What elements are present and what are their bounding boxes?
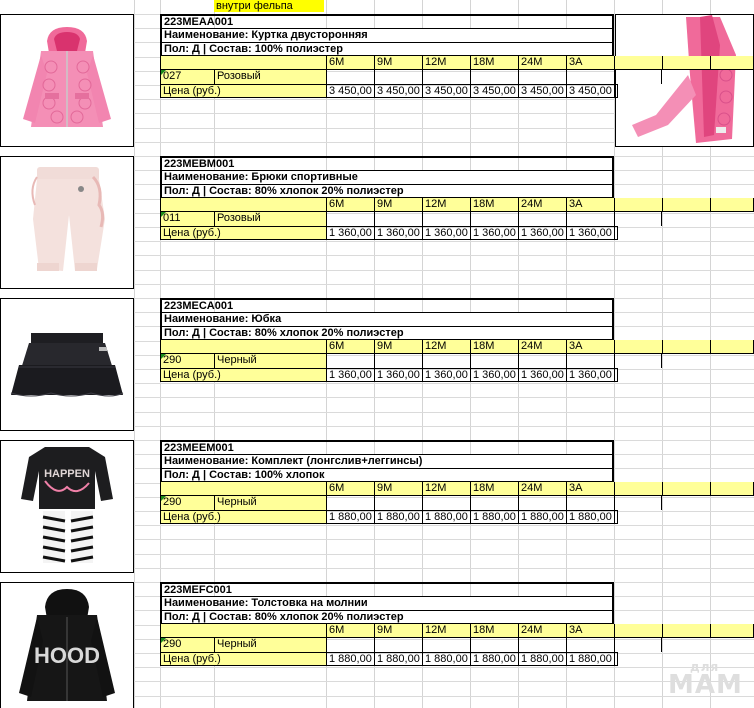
- quantity-cell[interactable]: [566, 354, 614, 368]
- size-header-empty[interactable]: [614, 482, 662, 496]
- size-header-cell[interactable]: 12M: [422, 624, 470, 638]
- quantity-cell[interactable]: [566, 70, 614, 84]
- size-header-row: [160, 56, 754, 70]
- color-row: [160, 496, 754, 510]
- size-header-spacer[interactable]: [160, 624, 326, 638]
- price-cell[interactable]: 1 360,00: [470, 226, 518, 240]
- price-label-cell[interactable]: Цена (руб.): [160, 226, 326, 240]
- size-header-cell[interactable]: 3A: [566, 56, 614, 70]
- quantity-cell[interactable]: [470, 354, 518, 368]
- comment-marker-icon: [161, 354, 166, 359]
- size-header-empty[interactable]: [662, 482, 710, 496]
- color-name-cell[interactable]: Розовый: [214, 70, 326, 84]
- price-cell[interactable]: 3 450,00: [566, 84, 614, 98]
- quantity-cell[interactable]: [614, 354, 662, 368]
- price-end: [614, 652, 618, 666]
- quantity-cell[interactable]: [470, 496, 518, 510]
- size-header-row: [160, 624, 754, 638]
- price-cell[interactable]: 3 450,00: [374, 84, 422, 98]
- product-name-cell[interactable]: Наименование: Толстовка на молнии: [160, 596, 614, 610]
- price-cell[interactable]: 3 450,00: [518, 84, 566, 98]
- size-header-cell[interactable]: 6M: [326, 624, 374, 638]
- size-header-row: [160, 198, 754, 212]
- size-header-empty[interactable]: [662, 624, 710, 638]
- size-header-cell[interactable]: 24M: [518, 198, 566, 212]
- quantity-cell[interactable]: [326, 638, 374, 652]
- color-code-cell[interactable]: 011: [160, 212, 214, 226]
- quantity-cell[interactable]: [470, 70, 518, 84]
- size-header-cell[interactable]: 12M: [422, 198, 470, 212]
- size-header-empty[interactable]: [614, 56, 662, 70]
- watermark-big: МАМ: [668, 670, 743, 700]
- size-header-cell[interactable]: 18M: [470, 340, 518, 354]
- watermark-small: для: [690, 660, 720, 674]
- product-code-cell[interactable]: 223MECA001: [160, 298, 614, 312]
- color-code-cell[interactable]: 290: [160, 638, 214, 652]
- quantity-cell[interactable]: [374, 354, 422, 368]
- size-header-spacer[interactable]: [160, 198, 326, 212]
- product-photo-jacket[interactable]: [0, 14, 134, 147]
- price-cell[interactable]: 1 360,00: [422, 226, 470, 240]
- size-header-cell[interactable]: 24M: [518, 482, 566, 496]
- quantity-cell[interactable]: [326, 212, 374, 226]
- color-code-cell[interactable]: 290: [160, 496, 214, 510]
- price-end: [614, 226, 618, 240]
- price-cell[interactable]: 3 450,00: [422, 84, 470, 98]
- comment-marker-icon: [161, 496, 166, 501]
- size-header-cell[interactable]: 18M: [470, 624, 518, 638]
- price-cell[interactable]: 1 880,00: [374, 652, 422, 666]
- comment-marker-icon: [161, 638, 166, 643]
- product-code-cell[interactable]: 223MEBM001: [160, 156, 614, 170]
- product-photo-pants[interactable]: [0, 156, 134, 289]
- size-header-cell[interactable]: 3A: [566, 482, 614, 496]
- size-header-cell[interactable]: 24M: [518, 56, 566, 70]
- product-name-cell[interactable]: Наименование: Брюки спортивные: [160, 170, 614, 184]
- product-block: [160, 582, 754, 665]
- price-end: [614, 84, 618, 98]
- price-cell[interactable]: 3 450,00: [326, 84, 374, 98]
- size-header-cell[interactable]: 12M: [422, 56, 470, 70]
- size-header-cell[interactable]: 9M: [374, 198, 422, 212]
- price-cell[interactable]: 1 360,00: [326, 368, 374, 382]
- color-row: [160, 212, 754, 226]
- size-header-cell[interactable]: 9M: [374, 56, 422, 70]
- size-header-empty[interactable]: [614, 198, 662, 212]
- product-composition-cell[interactable]: Пол: Д | Состав: 80% хлопок 20% полиэстер: [160, 184, 614, 198]
- price-cell[interactable]: 1 880,00: [518, 510, 566, 524]
- color-name-cell[interactable]: Черный: [214, 354, 326, 368]
- black-zip-hoodie-icon: [1, 583, 133, 708]
- price-cell[interactable]: 1 880,00: [566, 652, 614, 666]
- pink-hooded-jacket-icon: [1, 15, 133, 146]
- product-block: [160, 156, 754, 239]
- price-cell[interactable]: 1 360,00: [518, 368, 566, 382]
- price-cell[interactable]: 1 360,00: [566, 368, 614, 382]
- size-header-empty[interactable]: [662, 56, 710, 70]
- size-header-cell[interactable]: 6M: [326, 198, 374, 212]
- color-name-cell[interactable]: Черный: [214, 638, 326, 652]
- product-code-cell[interactable]: 223MEFC001: [160, 582, 614, 596]
- comment-marker-icon: [161, 212, 166, 217]
- quantity-cell[interactable]: [422, 70, 470, 84]
- quantity-cell[interactable]: [566, 212, 614, 226]
- color-name-cell[interactable]: Черный: [214, 496, 326, 510]
- size-header-spacer[interactable]: [160, 482, 326, 496]
- color-code-cell[interactable]: 290: [160, 354, 214, 368]
- quantity-cell[interactable]: [518, 638, 566, 652]
- quantity-cell[interactable]: [470, 212, 518, 226]
- price-label-cell[interactable]: Цена (руб.): [160, 510, 326, 524]
- size-header-cell[interactable]: 6M: [326, 340, 374, 354]
- product-photo-skirt[interactable]: [0, 298, 134, 431]
- product-composition-cell[interactable]: Пол: Д | Состав: 100% хлопок: [160, 468, 614, 482]
- color-row: [160, 70, 754, 84]
- price-row: [160, 510, 754, 524]
- quantity-cell[interactable]: [326, 354, 374, 368]
- size-header-empty[interactable]: [710, 56, 754, 70]
- product-photo-set[interactable]: [0, 440, 134, 573]
- color-row: [160, 638, 754, 652]
- price-row: [160, 226, 754, 240]
- quantity-cell[interactable]: [566, 638, 614, 652]
- price-cell[interactable]: 1 360,00: [470, 368, 518, 382]
- size-header-cell[interactable]: 3A: [566, 624, 614, 638]
- quantity-cell[interactable]: [566, 496, 614, 510]
- size-header-cell[interactable]: 9M: [374, 482, 422, 496]
- size-header-cell[interactable]: 3A: [566, 198, 614, 212]
- quantity-cell[interactable]: [518, 354, 566, 368]
- price-row: [160, 652, 754, 666]
- quantity-cell[interactable]: [422, 638, 470, 652]
- quantity-cell[interactable]: [518, 70, 566, 84]
- size-header-cell[interactable]: 6M: [326, 482, 374, 496]
- product-code-cell[interactable]: 223MEEM001: [160, 440, 614, 454]
- product-composition-cell[interactable]: Пол: Д | Состав: 80% хлопок 20% полиэстер: [160, 326, 614, 340]
- size-header-cell[interactable]: 18M: [470, 198, 518, 212]
- price-cell[interactable]: 1 880,00: [470, 510, 518, 524]
- size-header-cell[interactable]: 24M: [518, 340, 566, 354]
- quantity-cell[interactable]: [422, 212, 470, 226]
- quantity-cell[interactable]: [422, 354, 470, 368]
- color-name-cell[interactable]: Розовый: [214, 212, 326, 226]
- size-header-cell[interactable]: 12M: [422, 340, 470, 354]
- size-header-empty[interactable]: [710, 340, 754, 354]
- price-cell[interactable]: 1 360,00: [374, 368, 422, 382]
- price-cell[interactable]: 1 880,00: [374, 510, 422, 524]
- product-photo-hoodie[interactable]: [0, 582, 134, 708]
- happen-print: HAPPEN: [44, 468, 90, 480]
- size-header-cell[interactable]: 18M: [470, 56, 518, 70]
- size-header-empty[interactable]: [710, 482, 754, 496]
- price-end: [614, 368, 618, 382]
- quantity-cell[interactable]: [374, 496, 422, 510]
- price-end: [614, 510, 618, 524]
- price-cell[interactable]: 3 450,00: [470, 84, 518, 98]
- quantity-cell[interactable]: [518, 212, 566, 226]
- quantity-cell[interactable]: [374, 70, 422, 84]
- black-longsleeve-zebra-leggings-icon: [1, 441, 133, 572]
- product-name-cell[interactable]: Наименование: Куртка двусторонняя: [160, 28, 614, 42]
- product-block: [160, 440, 754, 523]
- product-block: [160, 14, 754, 97]
- price-cell[interactable]: 1 880,00: [326, 652, 374, 666]
- size-header-cell[interactable]: 12M: [422, 482, 470, 496]
- quantity-cell[interactable]: [326, 70, 374, 84]
- price-cell[interactable]: 1 360,00: [422, 368, 470, 382]
- price-row: [160, 84, 754, 98]
- black-tiered-skirt-icon: [1, 299, 133, 430]
- quantity-cell[interactable]: [326, 496, 374, 510]
- price-row: [160, 368, 754, 382]
- price-cell[interactable]: 1 880,00: [422, 510, 470, 524]
- hood-print: HOOD: [34, 643, 100, 668]
- light-pink-sweatpants-icon: [1, 157, 133, 288]
- price-cell[interactable]: 1 360,00: [326, 226, 374, 240]
- size-header-cell[interactable]: 24M: [518, 624, 566, 638]
- quantity-cell[interactable]: [374, 212, 422, 226]
- quantity-cell[interactable]: [518, 496, 566, 510]
- size-header-cell[interactable]: 6M: [326, 56, 374, 70]
- quantity-cell[interactable]: [614, 496, 662, 510]
- product-name-cell[interactable]: Наименование: Юбка: [160, 312, 614, 326]
- price-label-cell[interactable]: Цена (руб.): [160, 652, 326, 666]
- product-code-cell[interactable]: 223MEAA001: [160, 14, 614, 28]
- size-header-cell[interactable]: 3A: [566, 340, 614, 354]
- size-header-spacer[interactable]: [160, 340, 326, 354]
- size-header-cell[interactable]: 9M: [374, 340, 422, 354]
- color-row: [160, 354, 754, 368]
- price-cell[interactable]: 1 880,00: [566, 510, 614, 524]
- size-header-spacer[interactable]: [160, 56, 326, 70]
- comment-marker-icon: [161, 70, 166, 75]
- size-header-row: [160, 340, 754, 354]
- price-cell[interactable]: 1 360,00: [518, 226, 566, 240]
- price-cell[interactable]: 1 880,00: [470, 652, 518, 666]
- price-label-cell[interactable]: Цена (руб.): [160, 368, 326, 382]
- size-header-cell[interactable]: 18M: [470, 482, 518, 496]
- price-label-cell[interactable]: Цена (руб.): [160, 84, 326, 98]
- quantity-cell[interactable]: [614, 212, 662, 226]
- size-header-empty[interactable]: [662, 340, 710, 354]
- price-cell[interactable]: 1 880,00: [422, 652, 470, 666]
- price-cell[interactable]: 1 360,00: [566, 226, 614, 240]
- size-header-empty[interactable]: [710, 624, 754, 638]
- product-block: [160, 298, 754, 381]
- size-header-empty[interactable]: [662, 198, 710, 212]
- quantity-cell[interactable]: [614, 638, 662, 652]
- price-cell[interactable]: 1 880,00: [326, 510, 374, 524]
- product-name-cell[interactable]: Наименование: Комплект (лонгслив+леггинсы): [160, 454, 614, 468]
- color-code-cell[interactable]: 027: [160, 70, 214, 84]
- quantity-cell[interactable]: [614, 70, 662, 84]
- product-composition-cell[interactable]: Пол: Д | Состав: 100% полиэстер: [160, 42, 614, 56]
- quantity-cell[interactable]: [422, 496, 470, 510]
- product-composition-cell[interactable]: Пол: Д | Состав: 80% хлопок 20% полиэстер: [160, 610, 614, 624]
- quantity-cell[interactable]: [374, 638, 422, 652]
- watermark: [668, 660, 748, 704]
- price-cell[interactable]: 1 360,00: [374, 226, 422, 240]
- size-header-cell[interactable]: 9M: [374, 624, 422, 638]
- size-header-empty[interactable]: [614, 624, 662, 638]
- price-cell[interactable]: 1 880,00: [518, 652, 566, 666]
- note-cell[interactable]: внутри фельпа: [214, 0, 324, 12]
- size-header-row: [160, 482, 754, 496]
- quantity-cell[interactable]: [470, 638, 518, 652]
- size-header-empty[interactable]: [710, 198, 754, 212]
- size-header-empty[interactable]: [614, 340, 662, 354]
